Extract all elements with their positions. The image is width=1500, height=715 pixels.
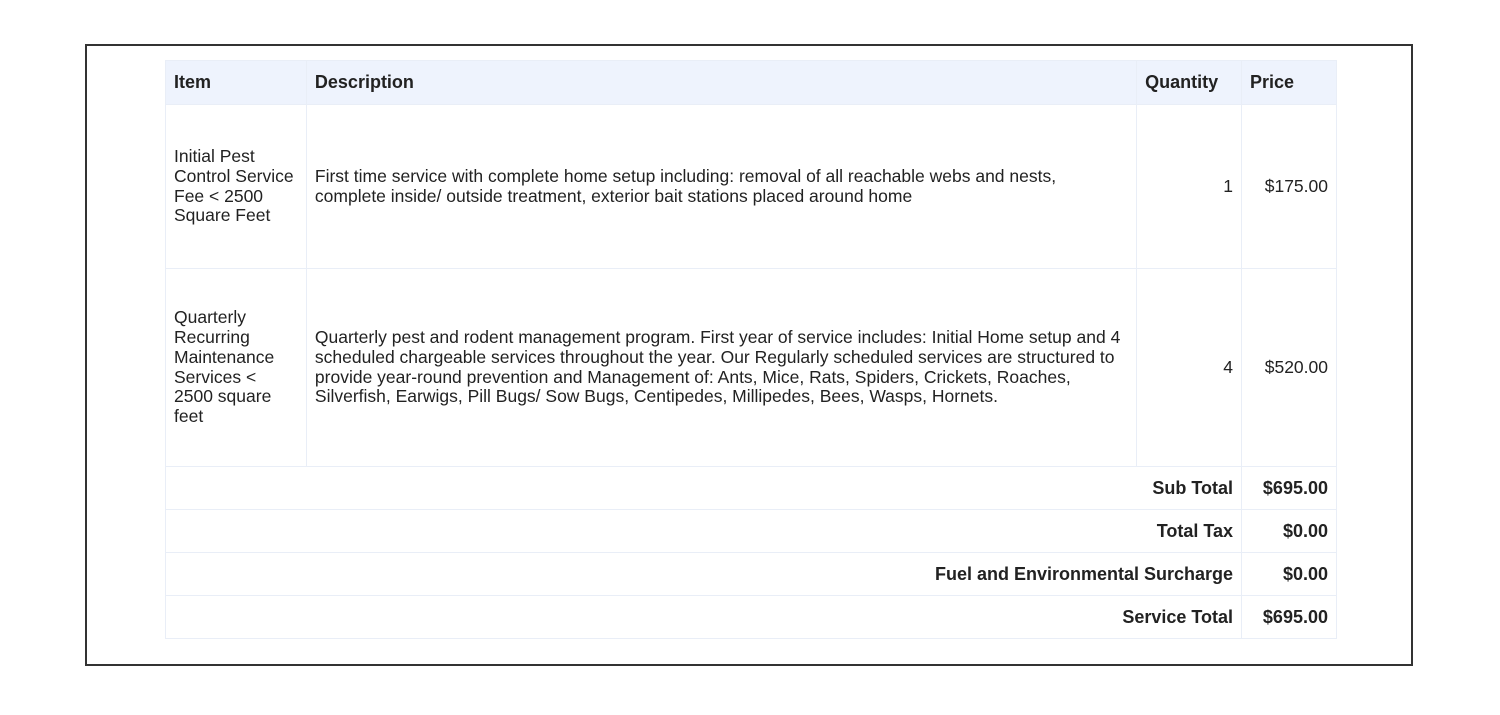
row-quantity: 1 [1137, 105, 1242, 269]
row-item: Initial Pest Control Service Fee < 2500 Square Feet [166, 105, 307, 269]
subtotal-row [166, 467, 1337, 510]
surcharge-value: $0.00 [1242, 553, 1337, 596]
row-item: Quarterly Recurring Maintenance Services < 2500 square feet [166, 269, 307, 467]
header-price: Price [1242, 61, 1337, 105]
header-quantity: Quantity [1137, 61, 1242, 105]
subtotal-label: Sub Total [166, 467, 1242, 510]
invoice-table [165, 60, 1337, 639]
row-quantity: 4 [1137, 269, 1242, 467]
tax-label: Total Tax [166, 510, 1242, 553]
header-item: Item [166, 61, 307, 105]
service-total-label: Service Total [166, 596, 1242, 639]
subtotal-value: $695.00 [1242, 467, 1337, 510]
tax-value: $0.00 [1242, 510, 1337, 553]
table-row [166, 105, 1337, 269]
row-price: $175.00 [1242, 105, 1337, 269]
table-row [166, 269, 1337, 467]
invoice-frame [85, 44, 1413, 666]
table-header-row [166, 61, 1337, 105]
row-description: Quarterly pest and rodent management program. First year of service includes: Initial Home setup and 4 scheduled chargeable services throughout the year. Our Regularly scheduled services are structured to provide year-round prevention and Management of: Ants, Mice, Rats, Spiders, Crickets, Roaches, Silverfish, Earwigs, Pill Bugs/ Sow Bugs, Centipedes, Millipedes, Bees, Wasps, Hornets. [306, 269, 1136, 467]
service-total-value: $695.00 [1242, 596, 1337, 639]
row-price: $520.00 [1242, 269, 1337, 467]
row-description: First time service with complete home setup including: removal of all reachable webs and nests, complete inside/ outside treatment, exterior bait stations placed around home [306, 105, 1136, 269]
surcharge-row [166, 553, 1337, 596]
service-total-row [166, 596, 1337, 639]
tax-row [166, 510, 1337, 553]
surcharge-label: Fuel and Environmental Surcharge [166, 553, 1242, 596]
header-description: Description [306, 61, 1136, 105]
